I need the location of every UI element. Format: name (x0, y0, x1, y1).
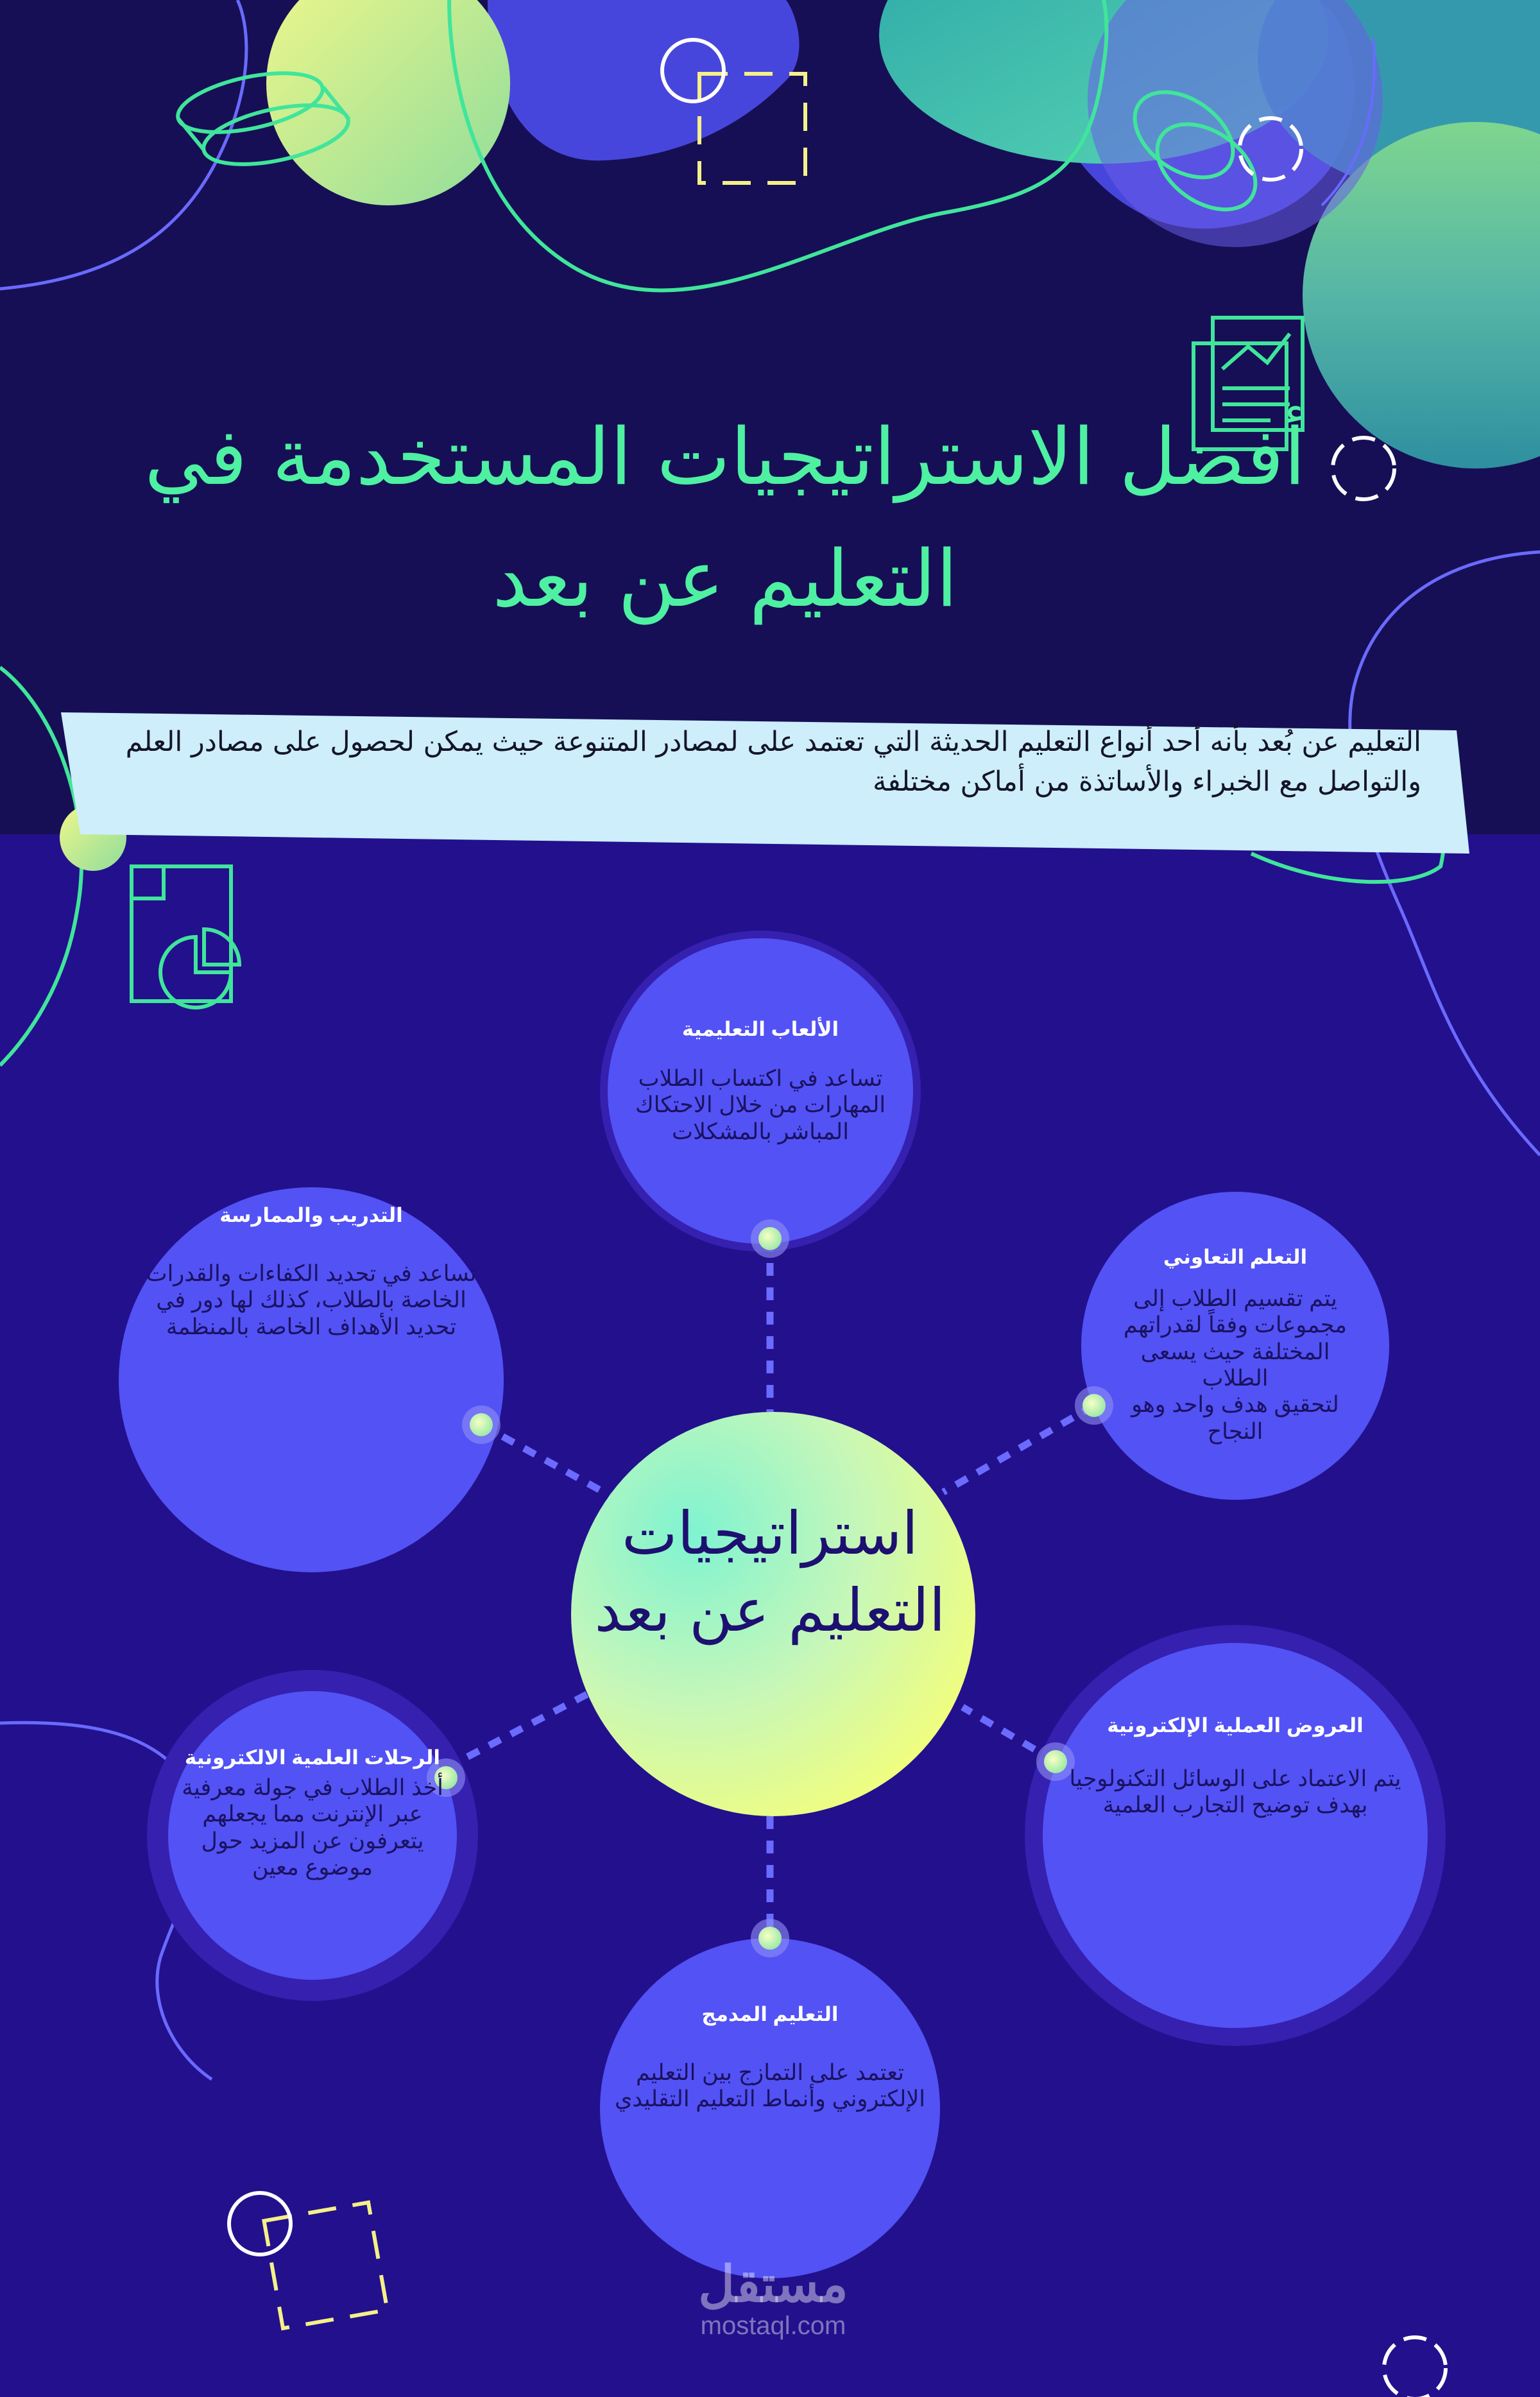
strategy-title: التعليم المدمج (701, 2003, 839, 2025)
strategy-cooperative-learning (1107, 1245, 1364, 1445)
strategy-description (1062, 1766, 1408, 1819)
page-title-line-2: التعليم عن بعد (492, 533, 958, 624)
central-title-line-1: استراتيجيات (622, 1499, 918, 1568)
description-line: الإلكتروني وأنماط التعليم التقليدي (614, 2086, 926, 2112)
description-line: مجموعات وفقاً لقدراتهم (1123, 1312, 1348, 1338)
description-line: المباشر بالمشكلات (672, 1119, 849, 1144)
strategy-title: الألعاب التعليمية (681, 1018, 839, 1040)
watermark-arabic: مستقل (698, 2256, 848, 2312)
description-line: المهارات من خلال الاحتكاك (635, 1092, 886, 1118)
strategy-e-demonstrations (1062, 1714, 1408, 1819)
description-line: موضوع معين (252, 1855, 373, 1880)
description-line: النجاح (1207, 1418, 1263, 1444)
description-line: المختلفة حيث يسعى الطلاب (1140, 1339, 1330, 1391)
strategy-description (125, 1260, 497, 1340)
description-line: بهدف توضيح التجارب العلمية (1102, 1792, 1368, 1818)
circle-e-demonstrations (1043, 1643, 1428, 2028)
description-line: عبر الإنترنت مما يجعلهم (202, 1801, 423, 1827)
mostaql-watermark (664, 2256, 882, 2340)
page-title-line-1: أفضل الاستراتيجيات المستخدمة في (144, 411, 1306, 503)
strategy-title: التعلم التعاوني (1163, 1246, 1308, 1268)
description-line: تعتمد على التمازج بين التعليم (636, 2060, 904, 2086)
description-line: يتم الاعتماد على الوسائل التكنولوجيا (1069, 1766, 1401, 1792)
central-title-line-2: التعليم عن بعد (594, 1576, 946, 1645)
intro-text-line-2: والتواصل مع الخبراء والأساتذة من أماكن مختلفة (873, 766, 1421, 798)
strategy-title: العروض العملية الإلكترونية (1107, 1714, 1364, 1737)
strategy-description (632, 1065, 889, 1145)
strategy-description (168, 1774, 457, 1880)
strategy-title: الرحلات العلمية الالكترونية (184, 1746, 441, 1769)
strategy-e-field-trips (168, 1746, 457, 1880)
watermark-latin: mostaql.com (700, 2312, 846, 2340)
description-line: تساعد في اكتساب الطلاب (638, 1066, 883, 1092)
intro-text-line-1: التعليم عن بُعد بأنه أحد أنواع التعليم الحديثة التي تعتمد على لمصادر المتنوعة حيث يمكن لحصول على مصادر العلم (125, 726, 1421, 758)
strategy-educational-games (632, 1017, 889, 1145)
description-line: تساعد في تحديد الكفاءات والقدرات (146, 1261, 477, 1287)
strategy-title: التدريب والممارسة (219, 1204, 403, 1226)
intro-text (99, 722, 1421, 802)
description-line: لتحقيق هدف واحد وهو (1131, 1392, 1339, 1418)
strategy-blended-learning (600, 2002, 940, 2113)
strategy-description (1107, 1285, 1364, 1445)
description-line: الخاصة بالطلاب، كذلك لها دور في (156, 1287, 466, 1313)
description-line: أخذ الطلاب في جولة معرفية (182, 1775, 443, 1801)
description-line: يتم تقسيم الطلاب إلى (1133, 1286, 1337, 1312)
strategy-training-practice (125, 1203, 497, 1340)
description-line: يتعرفون عن المزيد حول (201, 1828, 424, 1853)
central-title (578, 1495, 963, 1649)
strategy-description (600, 2059, 940, 2113)
description-line: تحديد الأهداف الخاصة بالمنظمة (166, 1314, 457, 1339)
